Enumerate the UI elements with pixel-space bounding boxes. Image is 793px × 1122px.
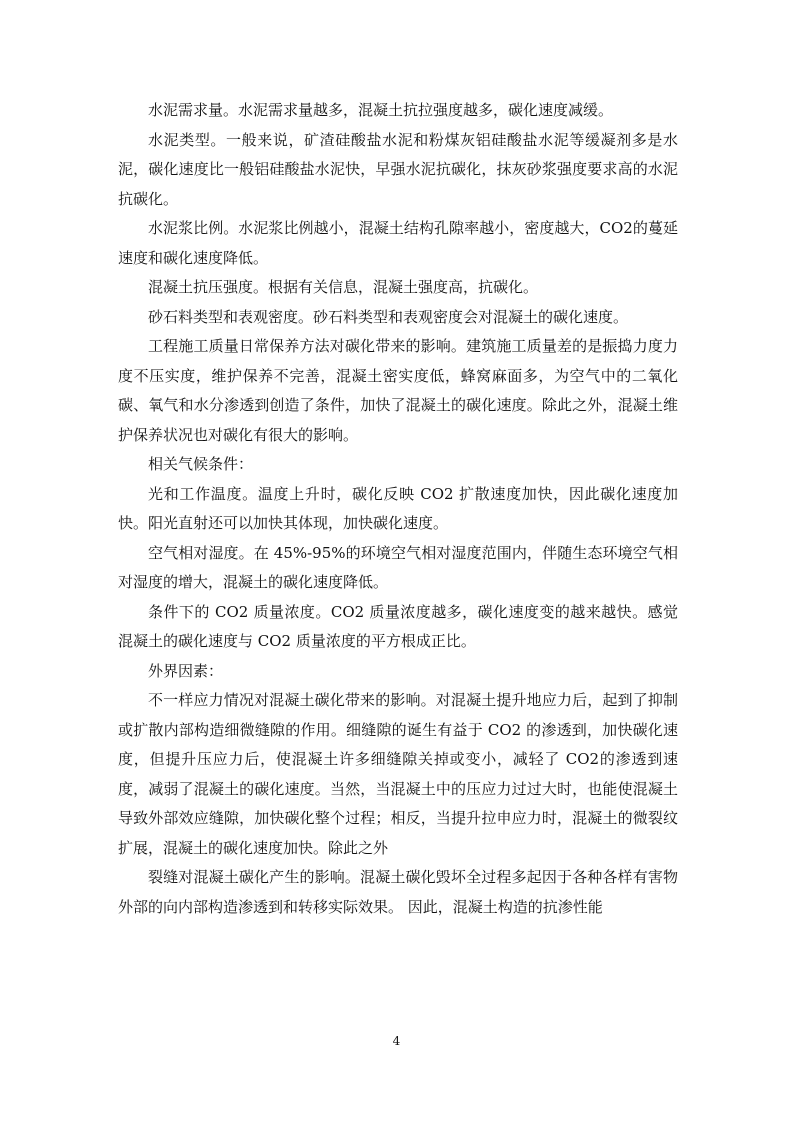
paragraph-compressive-strength: 混凝土抗压强度。根据有关信息，混凝土强度高，抗碳化。 [148,278,539,296]
heading-climate-conditions: 相关气候条件： [148,455,254,473]
paragraph-co2-concentration: 条件下的 CO2 质量浓度。CO2 质量浓度越多，碳化速度变的越来越快。感觉混凝土的碳化速度与 CO2 质量浓度的平方根成正比。 [118,602,678,650]
paragraph-cement-type: 水泥类型。一般来说，矿渣硅酸盐水泥和粉煤灰铝硅酸盐水泥等缓凝剂多是水泥，碳化速度比一般铝硅酸盐水泥快，早强水泥抗碳化，抹灰砂浆强度要求高的水泥抗碳化。 [118,130,678,208]
paragraph-humidity: 空气相对湿度。在 45%-95%的环境空气相对湿度范围内，伴随生态环境空气相对湿度的增大，混凝土的碳化速度降低。 [118,543,678,591]
paragraph-cement-paste-ratio: 水泥浆比例。水泥浆比例越小，混凝土结构孔隙率越小，密度越大，CO2的蔓延速度和碳化速度降低。 [118,219,678,267]
heading-external-factors: 外界因素： [148,661,224,680]
paragraph-aggregate-type: 砂石料类型和表观密度。砂石料类型和表观密度会对混凝土的碳化速度。 [148,307,629,326]
paragraph-stress-conditions: 不一样应力情况对混凝土碳化带来的影响。对混凝土提升地应力后，起到了抑制或扩散内部构造细微缝隙的作用。细缝隙的诞生有益于 CO2 的渗透到，加快碳化速度，但提升压应力后，使混凝土许多细缝隙关掉或变小，减轻了 CO2的渗透到速度，减弱了混凝土的碳化速度。当然，当混凝土中的压应力过过大时，也能使混凝土导致外部效应缝隙，加快碳化整个过程；相反，当提升拉申应力时，混凝土的微裂纹扩展，混凝土的碳化速度加快。除此之外 [118,691,678,857]
page-number: 4 [392,1034,401,1048]
paragraph-construction-quality: 工程施工质量日常保养方法对碳化带来的影响。建筑施工质量差的是振捣力度力度不压实度，维护保养不完善，混凝土密实度低，蜂窝麻面多，为空气中的二氧化碳、氧气和水分渗透到创造了条件，加快了混凝土的碳化速度。除此之外，混凝土维护保养状况也对碳化有很大的影响。 [118,337,678,444]
body-text [118,96,678,922]
paragraph-temperature: 光和工作温度。温度上升时，碳化反映 CO2 扩散速度加快，因此碳化速度加快。阳光直射还可以加快其体现，加快碳化速度。 [118,484,678,532]
paragraph-cracks: 裂缝对混凝土碳化产生的影响。混凝土碳化毁坏全过程多起因于各种各样有害物外部的向内部构造渗透到和转移实际效果。 因此，混凝土构造的抗渗性能 [118,868,678,916]
paragraph-cement-demand: 水泥需求量。水泥需求量越多，混凝土抗拉强度越多，碳化速度减缓。 [148,101,614,119]
